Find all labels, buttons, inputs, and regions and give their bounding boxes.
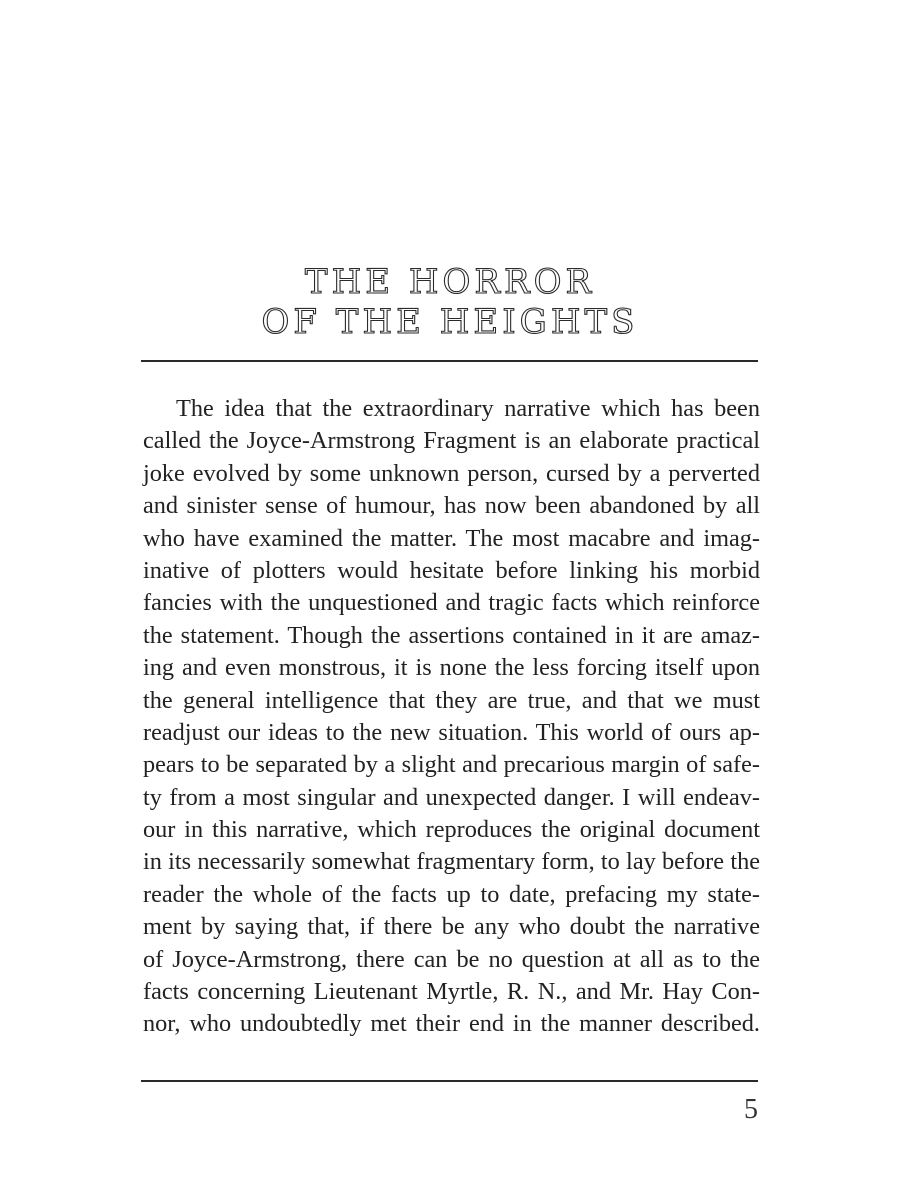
text-line: joke evolved by some unknown person, cursed by a perverted bbox=[143, 459, 760, 487]
text-line: ment by saying that, if there be any who doubt the narrative bbox=[143, 913, 760, 941]
text-line: reader the whole of the facts up to date, prefacing my state- bbox=[143, 880, 760, 908]
text-line: our in this narrative, which reproduces the original document bbox=[143, 816, 760, 844]
text-line: in its necessarily somewhat fragmentary form, to lay before the bbox=[143, 848, 760, 876]
chapter-title-line-1: THE HORROR bbox=[304, 262, 596, 302]
chapter-title-line-2: OF THE HEIGHTS bbox=[261, 302, 639, 342]
text-line: The idea that the extraordinary narrative which has been bbox=[176, 395, 760, 422]
text-line: fancies with the unquestioned and tragic facts which reinforce bbox=[143, 589, 760, 617]
text-line: readjust our ideas to the new situation. This world of ours ap- bbox=[143, 718, 760, 746]
bottom-divider-rule bbox=[141, 1080, 758, 1082]
text-line: ty from a most singular and unexpected danger. I will endeav- bbox=[143, 783, 760, 811]
body-paragraph bbox=[143, 393, 760, 1041]
text-line: who have examined the matter. The most macabre and imag- bbox=[143, 524, 760, 552]
text-line: nor, who undoubtedly met their end in the manner described. bbox=[143, 1010, 760, 1038]
text-line: facts concerning Lieutenant Myrtle, R. N., and Mr. Hay Con- bbox=[143, 978, 760, 1006]
text-line: inative of plotters would hesitate before linking his morbid bbox=[143, 556, 760, 584]
text-line: ing and even monstrous, it is none the less forcing itself upon bbox=[143, 654, 760, 682]
text-line: called the Joyce-Armstrong Fragment is an elaborate practical bbox=[143, 427, 760, 455]
text-line: the general intelligence that they are true, and that we must bbox=[143, 686, 760, 714]
text-line: pears to be separated by a slight and precarious margin of safe- bbox=[143, 751, 760, 779]
text-line: the statement. Though the assertions contained in it are amaz- bbox=[143, 621, 760, 649]
top-divider-rule bbox=[141, 360, 758, 362]
page-number: 5 bbox=[744, 1094, 758, 1125]
text-line: and sinister sense of humour, has now been abandoned by all bbox=[143, 492, 760, 520]
text-line: of Joyce-Armstrong, there can be no question at all as to the bbox=[143, 945, 760, 973]
